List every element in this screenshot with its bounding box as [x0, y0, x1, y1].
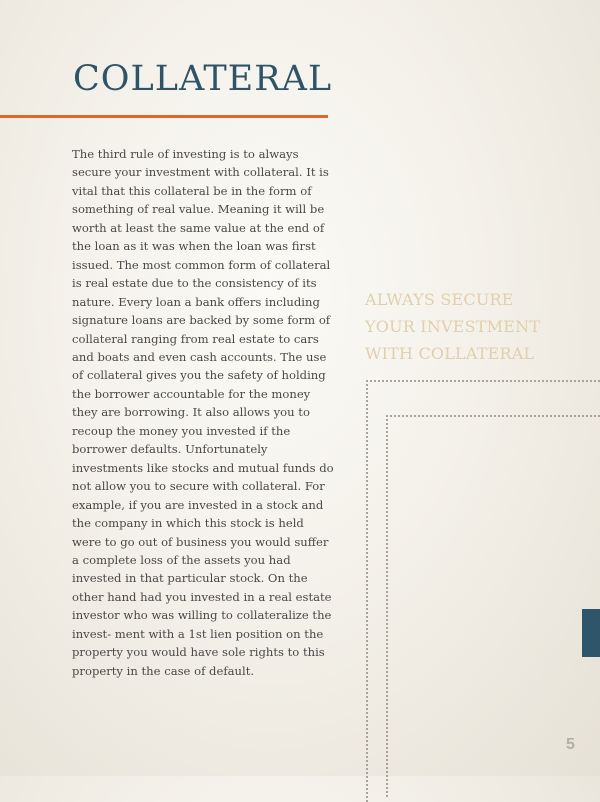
page-number: 5 — [566, 736, 575, 753]
side-tab-marker — [582, 609, 600, 657]
pull-quote: ALWAYS SECURE YOUR INVESTMENT WITH COLLATERAL — [365, 290, 541, 363]
page-title: COLLATERAL — [73, 59, 333, 99]
body-paragraph: The third rule of investing is to always secure your investment with collateral. It is vital that this collateral be in the form of something of real value. Meaning it will be worth at least the same value at the end of the loan as it was when the loan was first issued. The most common form of collateral is real estate due to the consistency of its nature. Every loan a bank offers including signature loans are backed by some form of collateral ranging from real estate to cars and boats and even cash accounts. The use of collateral gives you the safety of holding the borrower accountable for the money they are borrowing. It also allows you to recoup the money you invested if the borrower defaults. Unfortunately investments like stocks and mutual funds do not allow you to secure with collateral. For example, if you are invested in a stock and the company in which this stock is held were to go out of business you would suffer a complete loss of the assets you had invested in that particular stock. On the other hand had you invested in a real estate investor who was willing to collateralize the invest- ment with a 1st lien position on the property you would have sole rights to this property in the case of default. — [72, 147, 334, 678]
title-underline-rule — [0, 115, 328, 118]
